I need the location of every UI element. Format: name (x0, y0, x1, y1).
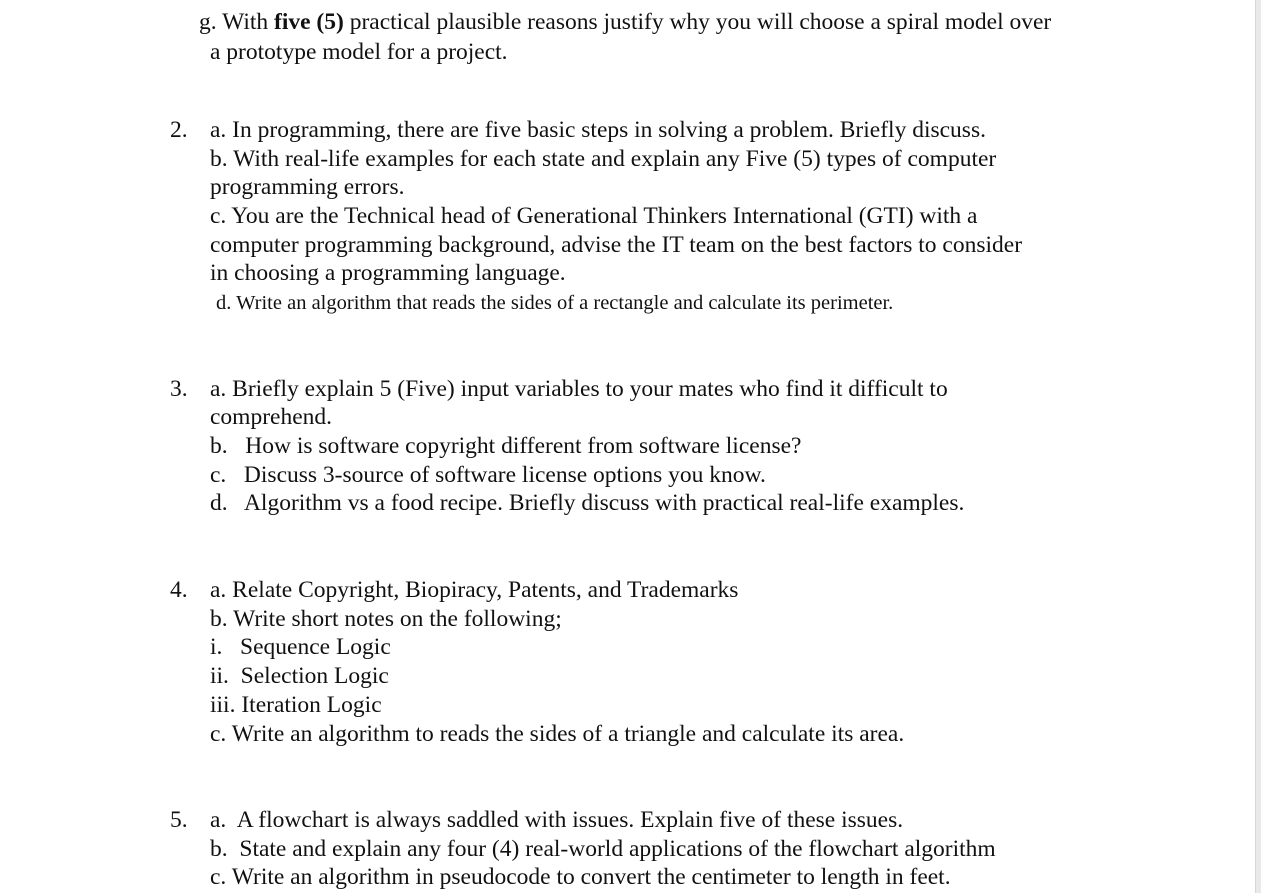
q4-line-ii: ii. Selection Logic (210, 663, 389, 689)
q5-number: 5. (170, 807, 188, 833)
q3-line-a-cont: comprehend. (210, 404, 333, 430)
q1g-rest: practical plausible reasons justify why you will choose a spiral model over (343, 9, 1052, 35)
q2-line-c-cont-1: computer programming background, advise the IT team on the best factors to consider (210, 232, 1023, 258)
q4-line-a: a. Relate Copyright, Biopiracy, Patents, and Trademarks (210, 577, 739, 603)
q1g-lead: g. With (199, 9, 274, 35)
q2-line-c-cont-2: in choosing a programming language. (210, 260, 566, 286)
q4-line-c: c. Write an algorithm to reads the sides of a triangle and calculate its area. (210, 721, 905, 747)
q3-line-a: a. Briefly explain 5 (Five) input variables to your mates who find it difficult to (210, 376, 948, 402)
q2-line-a: a. In programming, there are five basic steps in solving a problem. Briefly discuss. (210, 117, 986, 143)
q5-line-b: b. State and explain any four (4) real-world applications of the flowchart algorithm (210, 836, 996, 862)
q3-number: 3. (170, 376, 188, 402)
q3-line-d: d. Algorithm vs a food recipe. Briefly discuss with practical real-life examples. (210, 490, 965, 516)
q4-line-iii: iii. Iteration Logic (210, 692, 382, 718)
q3-line-b: b. How is software copyright different from software license? (210, 433, 802, 459)
q1g-line-1 (199, 8, 1051, 37)
q1g-bold: five (5) (274, 9, 344, 35)
q5-line-c: c. Write an algorithm in pseudocode to convert the centimeter to length in feet. (210, 864, 951, 890)
q2-line-b: b. With real-life examples for each state and explain any Five (5) types of computer (210, 146, 997, 172)
q1g-line-2: a prototype model for a project. (210, 39, 508, 65)
q2-line-b-cont: programming errors. (210, 174, 405, 200)
q2-number: 2. (170, 117, 188, 143)
q2-line-c: c. You are the Technical head of Generational Thinkers International (GTI) with a (210, 203, 978, 229)
q4-line-i: i. Sequence Logic (210, 634, 391, 660)
q3-line-c: c. Discuss 3-source of software license options you know. (210, 462, 766, 488)
q4-number: 4. (170, 577, 188, 603)
q2-line-d: d. Write an algorithm that reads the sides of a rectangle and calculate its perimeter. (216, 292, 894, 314)
q5-line-a: a. A flowchart is always saddled with issues. Explain five of these issues. (210, 807, 904, 833)
q4-line-b: b. Write short notes on the following; (210, 606, 562, 632)
page-edge-scroll-gutter (1255, 0, 1261, 893)
